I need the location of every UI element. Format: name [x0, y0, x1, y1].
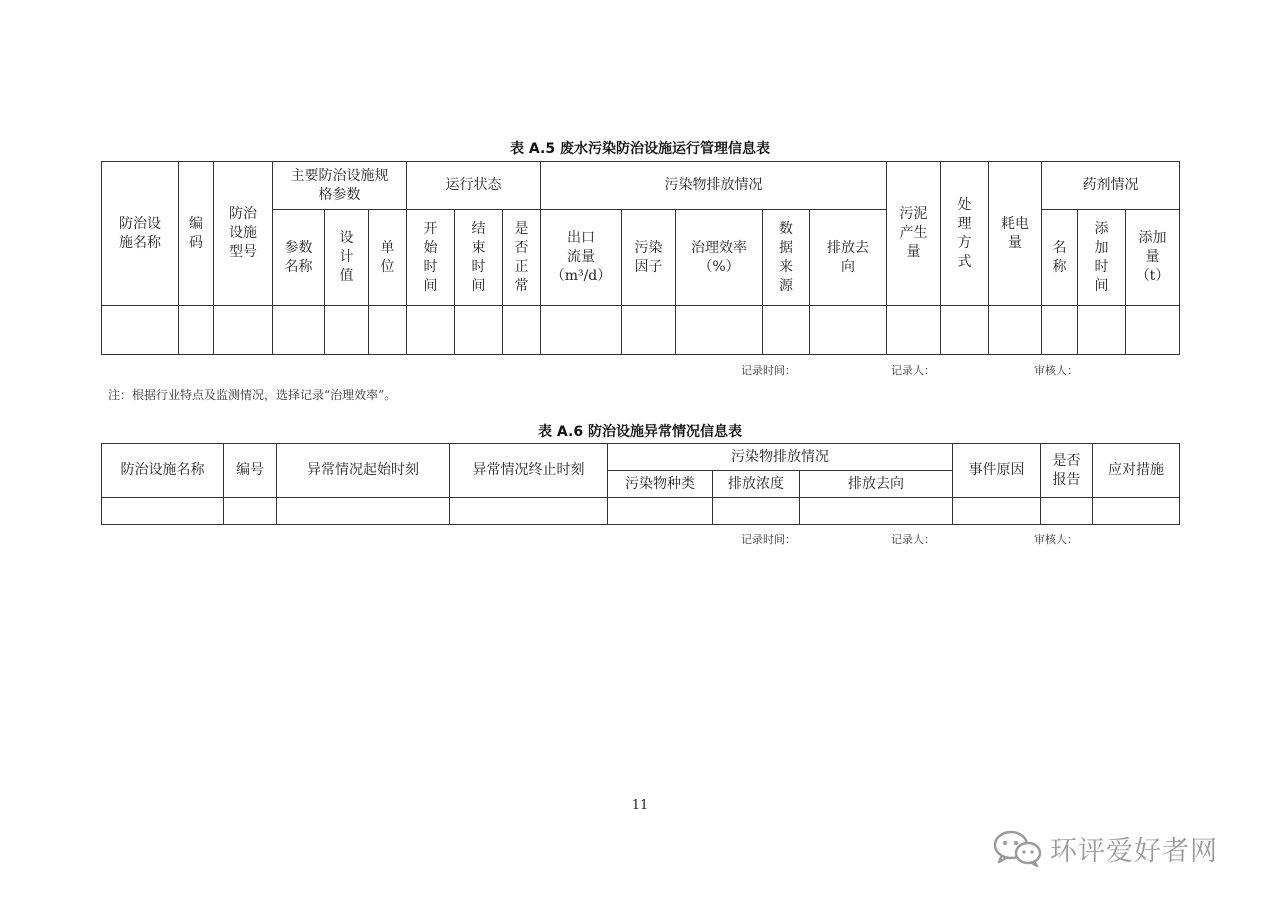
table-cell[interactable] — [541, 306, 622, 355]
a6-header-reported: 是否报告 — [1041, 444, 1093, 498]
header-efficiency: 治理效率 （%） — [676, 210, 763, 306]
header-design-value: 设计值 — [325, 210, 369, 306]
a6-header-code: 编号 — [224, 444, 277, 498]
header-sludge: 污泥产生量 — [887, 162, 941, 306]
page-number: 11 — [631, 798, 649, 813]
table-cell[interactable] — [102, 306, 179, 355]
a6-header-emission-group: 污染物排放情况 — [608, 444, 953, 471]
table-cell[interactable] — [325, 306, 369, 355]
table-cell[interactable] — [800, 498, 953, 525]
a6-recorder-label: 记录人： — [891, 533, 935, 546]
table-cell[interactable] — [369, 306, 407, 355]
table-a5 — [101, 161, 1180, 355]
table-cell[interactable] — [214, 306, 273, 355]
table-cell[interactable] — [407, 306, 455, 355]
header-method: 处理方式 — [941, 162, 989, 306]
a6-header-facility-name: 防治设施名称 — [102, 444, 224, 498]
table-cell[interactable] — [273, 306, 325, 355]
header-end-time: 结束时间 — [455, 210, 503, 306]
header-facility-name: 防治设施名称 — [102, 162, 179, 306]
a6-header-cause: 事件原因 — [953, 444, 1041, 498]
table-a6-title: 表 A.6 防治设施异常情况信息表 — [538, 424, 742, 440]
a6-header-start-time: 异常情况起始时刻 — [277, 444, 450, 498]
table-a6 — [101, 443, 1180, 525]
header-chem-amount-unit: （t） — [1135, 268, 1170, 284]
header-outlet-flow-unit: （m³/d） — [550, 268, 612, 284]
table-row — [102, 498, 1180, 525]
header-power: 耗电量 — [989, 162, 1042, 306]
header-efficiency-unit: （%） — [698, 258, 740, 275]
table-cell[interactable] — [455, 306, 503, 355]
table-cell[interactable] — [953, 498, 1041, 525]
a6-header-pollutant-type: 污染物种类 — [608, 471, 713, 498]
table-cell[interactable] — [1093, 498, 1180, 525]
table-cell[interactable] — [179, 306, 214, 355]
header-data-source: 数据来源 — [763, 210, 810, 306]
table-cell[interactable] — [1042, 306, 1078, 355]
header-chem-time: 添加时间 — [1078, 210, 1126, 306]
header-spec-group: 主要防治设施规格参数 — [273, 162, 407, 210]
a6-header-concentration: 排放浓度 — [713, 471, 800, 498]
table-cell[interactable] — [763, 306, 810, 355]
header-emission-group: 污染物排放情况 — [541, 162, 887, 210]
table-cell[interactable] — [1041, 498, 1093, 525]
wechat-icon — [992, 828, 1044, 868]
table-cell[interactable] — [1078, 306, 1126, 355]
table-row — [102, 306, 1180, 355]
table-cell[interactable] — [608, 498, 713, 525]
table-cell[interactable] — [887, 306, 941, 355]
table-cell[interactable] — [810, 306, 887, 355]
table-cell[interactable] — [224, 498, 277, 525]
table-cell[interactable] — [676, 306, 763, 355]
header-chem-name: 名称 — [1042, 210, 1078, 306]
a5-reviewer-label: 审核人： — [1034, 364, 1078, 377]
table-cell[interactable] — [1126, 306, 1180, 355]
header-param-name: 参数名称 — [273, 210, 325, 306]
table-cell[interactable] — [941, 306, 989, 355]
header-unit: 单位 — [369, 210, 407, 306]
a6-header-destination: 排放去向 — [800, 471, 953, 498]
table-cell[interactable] — [450, 498, 608, 525]
header-is-normal: 是否正常 — [503, 210, 541, 306]
watermark-text: 环评爱好者网 — [1050, 835, 1218, 867]
header-pollution-factor: 污染因子 — [622, 210, 676, 306]
table-cell[interactable] — [503, 306, 541, 355]
header-code: 编码 — [179, 162, 214, 306]
a6-header-end-time: 异常情况终止时刻 — [450, 444, 608, 498]
header-outlet-flow: 出口流量 （m³/d） — [541, 210, 622, 306]
table-cell[interactable] — [989, 306, 1042, 355]
header-chemical-group: 药剂情况 — [1042, 162, 1180, 210]
header-facility-model: 防治设施型号 — [214, 162, 273, 306]
a6-reviewer-label: 审核人： — [1034, 533, 1078, 546]
a5-recorder-label: 记录人： — [891, 364, 935, 377]
table-cell[interactable] — [713, 498, 800, 525]
table-a5-title: 表 A.5 废水污染防治设施运行管理信息表 — [510, 141, 770, 157]
header-chem-amount: 添加量 （t） — [1126, 210, 1180, 306]
a5-record-time-label: 记录时间： — [741, 364, 796, 377]
table-cell[interactable] — [622, 306, 676, 355]
header-run-status: 运行状态 — [407, 162, 541, 210]
a6-record-time-label: 记录时间： — [741, 533, 796, 546]
table-cell[interactable] — [102, 498, 224, 525]
table-note: 注：根据行业特点及监测情况，选择记录“治理效率”。 — [108, 388, 397, 402]
table-cell[interactable] — [277, 498, 450, 525]
a6-header-measures: 应对措施 — [1093, 444, 1180, 498]
header-start-time: 开始时间 — [407, 210, 455, 306]
watermark — [992, 828, 1218, 868]
header-discharge-destination: 排放去向 — [810, 210, 887, 306]
